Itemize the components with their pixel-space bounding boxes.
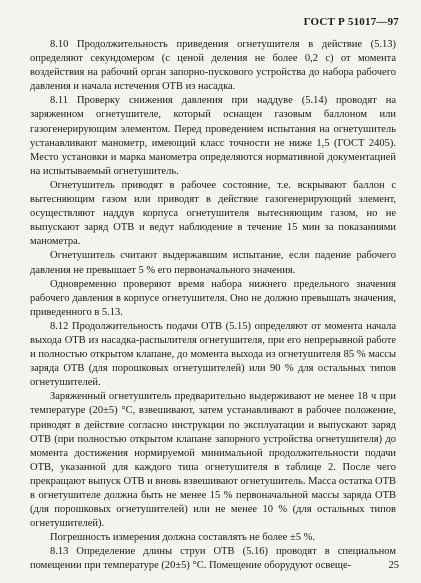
paragraph-8-11-time-check: Одновременно проверяют время набора нижнего предельного значения рабочего давления в корпусе огнетушителя. Оно не должно превышать значения, приведенного в 5.13.	[30, 278, 396, 318]
paragraph-8-11-criterion: Огнетушитель считают выдержавшим испытание, если падение рабочего давления не превышает 5 % его первоначального значения.	[30, 250, 396, 276]
paragraph-8-13: 8.13 Определение длины струи ОТВ (5.16) проводят в специальном помещении при температуре (20±5) °С. Помещение оборудуют освеще-	[30, 546, 396, 572]
paragraph-8-11: 8.11 Проверку снижения давления при наддуве (5.14) проводят на заряженном огнетушителе, который оснащен газовым баллоном или газогенерирующим элементом. Перед проведением испытания на огнетушитель устанавливают манометр, имеющий класс точности не ниже 1,5 (ГОСТ 2405). Место установки и марка манометра определяются нормативной документацией на испытываемый огнетушитель.	[30, 95, 396, 177]
document-body	[30, 38, 396, 574]
paragraph-8-11-procedure: Огнетушитель приводят в рабочее состояние, т.е. вскрывают баллон с вытесняющим газом или приводят в действие газогенерирующий элемент, осуществляют наддув корпуса огнетушителя вытесняющим газом, но не выпускают заряд ОТВ и ведут наблюдение в течение 15 мин за показаниями манометра.	[30, 179, 396, 248]
page-number: 25	[388, 560, 399, 571]
document-header: ГОСТ Р 51017—97	[303, 16, 399, 28]
paragraph-8-10: 8.10 Продолжительность приведения огнетушителя в действие (5.13) определяют секундомером (с ценой деления не более 0,2 с) от момента воздействия на рабочий орган запорно-пускового устройства до набора рабочего давления и начала истечения ОТВ из насадка.	[30, 39, 396, 93]
paragraph-8-12-accuracy: Погрешность измерения должна составлять не более ±5 %.	[50, 532, 315, 544]
paragraph-8-12-procedure: Заряженный огнетушитель предварительно выдерживают не менее 18 ч при температуре (20±5) °С, взвешивают, затем устанавливают в рабочее положение, приводят в действие согласно инструкции по эксплуатации и выпускают заряд ОТВ (при полностью открытом клапане запорного устройства огнетушителя) до момента достижения нормируемой минимальной продолжительности подачи ОТВ, указанной для каждого типа огнетушителя в таблице 2. После чего прекращают выпуск ОТВ и вновь взвешивают огнетушитель. Масса остатка ОТВ в огнетушителе должна быть не менее 15 % первоначальной массы заряда ОТВ (для порошковых огнетушителей) или не менее 10 % (для остальных типов огнетушителей).	[30, 391, 396, 530]
paragraph-8-12: 8.12 Продолжительность подачи ОТВ (5.15) определяют от момента начала выхода ОТВ из насадка-распылителя огнетушителя, при его непрерывной работе и полностью открытом клапане, до момента выхода из огнетушителя 85 % массы заряда ОТВ (для порошковых огнетушителей) или 90 % для остальных типов огнетушителей.	[30, 320, 396, 389]
